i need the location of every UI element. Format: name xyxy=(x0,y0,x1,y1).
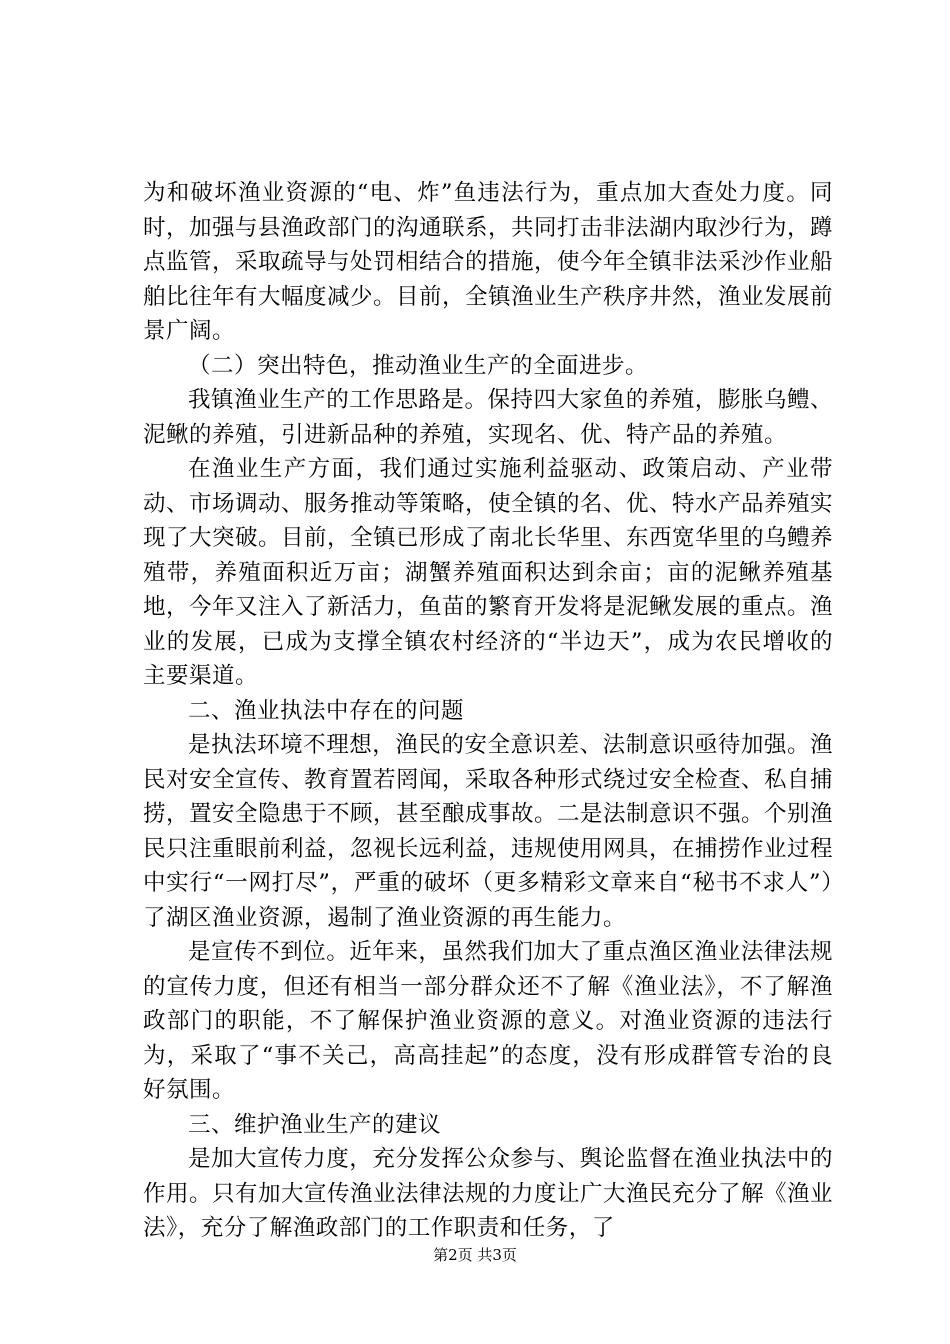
paragraph-3: 我镇渔业生产的工作思路是。保持四大家鱼的养殖，膨胀乌鳢、泥鳅的养殖，引进新品种的养殖，实现名、优、特产品的养殖。 xyxy=(143,387,833,448)
section-heading-3: 三、维护渔业生产的建议 xyxy=(188,1111,442,1138)
document-body xyxy=(143,176,833,1246)
paragraph-4: 在渔业生产方面，我们通过实施利益驱动、政策启动、产业带动、市场调动、服务推动等策略，使全镇的名、优、特水产品养殖实现了大突破。目前，全镇已形成了南北长华里、东西宽华里的乌鳢养殖带，养殖面积近万亩；湖蟹养殖面积达到余亩；亩的泥鳅养殖基地，今年又注入了新活力，鱼苗的繁育开发将是泥鳅发展的重点。渔业的发展，已成为支撑全镇农村经济的“半边天”，成为农民增收的主要渠道。 xyxy=(143,456,834,689)
paragraph-2: （二）突出特色，推动渔业生产的全面进步。 xyxy=(188,352,649,379)
section-heading-2: 二、渔业执法中存在的问题 xyxy=(188,697,465,724)
paragraph-1: 为和破坏渔业资源的“电、炸”鱼违法行为，重点加大查处力度。同时，加强与县渔政部门的沟通联系，共同打击非法湖内取沙行为，蹲点监管，采取疏导与处罚相结合的措施，使今年全镇非法采沙作业船舶比往年有大幅度减少。目前，全镇渔业生产秩序井然，渔业发展前景广阔。 xyxy=(143,180,834,344)
paragraph-6: 是宣传不到位。近年来，虽然我们加大了重点渔区渔业法律法规的宣传力度，但还有相当一部分群众还不了解《渔业法》，不了解渔政部门的职能，不了解保护渔业资源的意义。对渔业资源的违法行为，采取了“事不关己，高高挂起”的态度，没有形成群管专治的良好氛围。 xyxy=(143,939,833,1103)
paragraph-5: 是执法环境不理想，渔民的安全意识差、法制意识亟待加强。渔民对安全宣传、教育置若罔闻，采取各种形式绕过安全检查、私自捕捞，置安全隐患于不顾，甚至酿成事故。二是法制意识不强。个别渔民只注重眼前利益，忽视长远利益，违规使用网具，在捕捞作业过程中实行“一网打尽”，严重的破坏（更多精彩文章来自“秘书不求人”）了湖区渔业资源，遏制了渔业资源的再生能力。 xyxy=(143,732,834,931)
paragraph-7: 是加大宣传力度，充分发挥公众参与、舆论监督在渔业执法中的作用。只有加大宣传渔业法律法规的力度让广大渔民充分了解《渔业法》，充分了解渔政部门的工作职责和任务，了 xyxy=(143,1146,834,1241)
page-footer: 第2页 共3页 xyxy=(433,1246,517,1264)
